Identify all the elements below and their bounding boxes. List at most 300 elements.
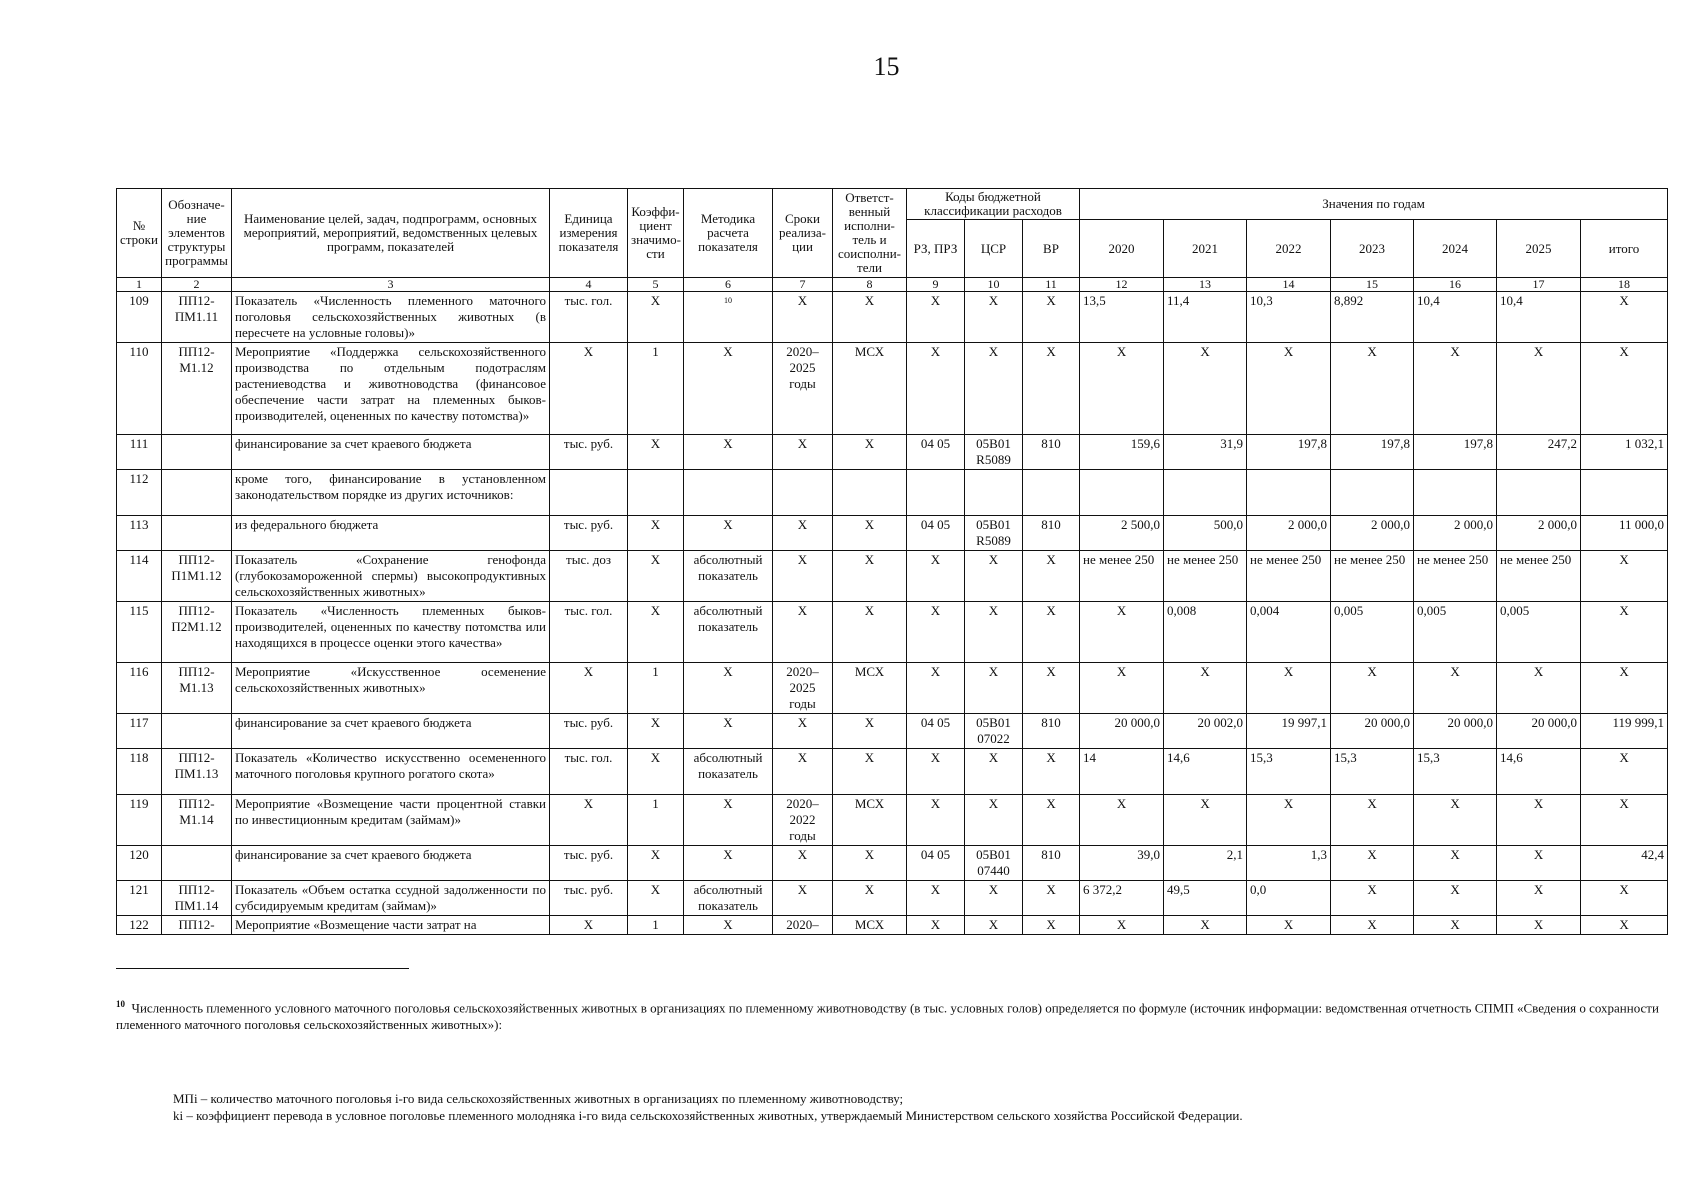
row-year-value: 10,4 [1414, 292, 1497, 343]
row-vr: Х [1023, 881, 1080, 916]
row-rz: Х [907, 881, 965, 916]
row-unit: Х [550, 663, 628, 714]
row-total: Х [1581, 551, 1668, 602]
header-year: 2025 [1497, 220, 1581, 278]
header-terms: Сроки реализа-ции [773, 189, 833, 278]
row-unit: тыс. руб. [550, 714, 628, 749]
row-year-value: 0,008 [1164, 602, 1247, 663]
footnote [116, 996, 1661, 1033]
row-unit: тыс. руб. [550, 516, 628, 551]
row-rz: Х [907, 292, 965, 343]
row-year-value: 20 002,0 [1164, 714, 1247, 749]
row-year-value: 11,4 [1164, 292, 1247, 343]
row-year-value: Х [1247, 916, 1331, 935]
row-year-value: 39,0 [1080, 846, 1164, 881]
row-number: 122 [117, 916, 162, 935]
row-year-value: 0,0 [1247, 881, 1331, 916]
row-designation [162, 714, 232, 749]
table-row [117, 916, 1668, 935]
header-executor: Ответст-венный исполни-тель и соисполни-тели [833, 189, 907, 278]
row-method: абсолютный показатель [684, 602, 773, 663]
row-vr: Х [1023, 343, 1080, 435]
header-name: Наименование целей, задач, подпрограмм, основных мероприятий, мероприятий, ведомственных целевых программ, показателей [232, 189, 550, 278]
row-unit: Х [550, 916, 628, 935]
row-csr: 05В01 07440 [965, 846, 1023, 881]
row-year-value: 49,5 [1164, 881, 1247, 916]
row-total: Х [1581, 795, 1668, 846]
row-csr: Х [965, 795, 1023, 846]
row-year-value: Х [1414, 343, 1497, 435]
row-terms: Х [773, 714, 833, 749]
row-year-value: 20 000,0 [1414, 714, 1497, 749]
row-total: Х [1581, 343, 1668, 435]
row-year-value: Х [1414, 916, 1497, 935]
column-number: 15 [1331, 278, 1414, 292]
row-number: 112 [117, 470, 162, 516]
row-year-value: 0,005 [1414, 602, 1497, 663]
row-designation [162, 516, 232, 551]
row-unit: Х [550, 795, 628, 846]
column-number: 12 [1080, 278, 1164, 292]
row-method: абсолютный показатель [684, 551, 773, 602]
row-coefficient: 1 [628, 663, 684, 714]
row-executor: Х [833, 749, 907, 795]
row-executor: Х [833, 602, 907, 663]
row-vr: Х [1023, 795, 1080, 846]
row-year-value: 500,0 [1164, 516, 1247, 551]
header-row-no: № строки [117, 189, 162, 278]
table-row [117, 714, 1668, 749]
row-rz: 04 05 [907, 846, 965, 881]
row-year-value: Х [1331, 663, 1414, 714]
row-csr [965, 470, 1023, 516]
header-total: итого [1581, 220, 1668, 278]
row-number: 109 [117, 292, 162, 343]
header-unit: Единица измерения показателя [550, 189, 628, 278]
row-coefficient: 1 [628, 343, 684, 435]
row-year-value [1247, 470, 1331, 516]
row-method: абсолютный показатель [684, 881, 773, 916]
row-year-value: не менее 250 [1331, 551, 1414, 602]
row-year-value: 20 000,0 [1497, 714, 1581, 749]
row-name: финансирование за счет краевого бюджета [232, 846, 550, 881]
row-vr: 810 [1023, 516, 1080, 551]
row-number: 119 [117, 795, 162, 846]
column-number: 6 [684, 278, 773, 292]
row-vr: Х [1023, 916, 1080, 935]
row-year-value: 14 [1080, 749, 1164, 795]
row-year-value: Х [1080, 916, 1164, 935]
row-year-value: не менее 250 [1164, 551, 1247, 602]
row-name: Мероприятие «Поддержка сельскохозяйственного производства по отдельным подотраслям растениеводства и животноводства (финансовое обеспечение части затрат на племенных быков-производителей, оцененных по качеству потомства)» [232, 343, 550, 435]
footnote-divider [116, 968, 409, 969]
row-method: абсолютный показатель [684, 749, 773, 795]
row-vr: Х [1023, 292, 1080, 343]
row-year-value: Х [1414, 846, 1497, 881]
row-vr [1023, 470, 1080, 516]
row-year-value: 2 000,0 [1247, 516, 1331, 551]
header-coefficient: Коэффи-циент значимо-сти [628, 189, 684, 278]
row-terms: Х [773, 516, 833, 551]
row-executor: МСХ [833, 663, 907, 714]
table-row [117, 551, 1668, 602]
row-year-value: 0,005 [1497, 602, 1581, 663]
row-terms: 2020–2022 годы [773, 795, 833, 846]
row-number: 115 [117, 602, 162, 663]
row-rz: Х [907, 343, 965, 435]
footnote-reference: 10 [724, 296, 732, 305]
row-method: Х [684, 916, 773, 935]
table-row [117, 435, 1668, 470]
row-year-value: 15,3 [1331, 749, 1414, 795]
row-method: Х [684, 663, 773, 714]
row-year-value: Х [1414, 663, 1497, 714]
row-unit [550, 470, 628, 516]
header-rz: РЗ, ПРЗ [907, 220, 965, 278]
row-total: Х [1581, 881, 1668, 916]
row-terms [773, 470, 833, 516]
column-number: 18 [1581, 278, 1668, 292]
row-rz: Х [907, 916, 965, 935]
row-year-value: не менее 250 [1080, 551, 1164, 602]
row-coefficient: Х [628, 435, 684, 470]
definition-mpi: МПi – количество маточного поголовья i-го вида сельскохозяйственных животных в организациях по племенному животноводству; [173, 1091, 904, 1106]
row-terms: Х [773, 292, 833, 343]
row-method: Х [684, 343, 773, 435]
row-method: Х [684, 846, 773, 881]
row-coefficient: Х [628, 846, 684, 881]
row-year-value: Х [1164, 916, 1247, 935]
row-designation: ПП12-ПМ1.11 [162, 292, 232, 343]
row-year-value: Х [1080, 343, 1164, 435]
row-year-value: 2 000,0 [1331, 516, 1414, 551]
row-csr: Х [965, 343, 1023, 435]
row-csr: Х [965, 749, 1023, 795]
row-designation: ПП12- [162, 916, 232, 935]
row-terms: 2020–2025 годы [773, 343, 833, 435]
row-vr: Х [1023, 749, 1080, 795]
header-csr: ЦСР [965, 220, 1023, 278]
row-method [684, 470, 773, 516]
row-csr: Х [965, 551, 1023, 602]
row-year-value: 197,8 [1331, 435, 1414, 470]
header-year: 2020 [1080, 220, 1164, 278]
table-header [117, 189, 1668, 292]
table-row [117, 343, 1668, 435]
row-executor: Х [833, 516, 907, 551]
row-year-value: не менее 250 [1247, 551, 1331, 602]
row-year-value: Х [1164, 795, 1247, 846]
row-year-value: Х [1164, 663, 1247, 714]
row-name: финансирование за счет краевого бюджета [232, 435, 550, 470]
row-year-value: не менее 250 [1497, 551, 1581, 602]
row-total: 11 000,0 [1581, 516, 1668, 551]
row-rz: 04 05 [907, 435, 965, 470]
column-number: 9 [907, 278, 965, 292]
row-total: Х [1581, 749, 1668, 795]
page-number: 15 [873, 52, 900, 81]
row-year-value: Х [1497, 846, 1581, 881]
row-rz: 04 05 [907, 516, 965, 551]
header-year: 2022 [1247, 220, 1331, 278]
row-year-value: 20 000,0 [1331, 714, 1414, 749]
header-budget-codes: Коды бюджетной классификации расходов [907, 189, 1080, 220]
row-terms: Х [773, 435, 833, 470]
row-total: Х [1581, 663, 1668, 714]
table-row [117, 602, 1668, 663]
header-vr: ВР [1023, 220, 1080, 278]
row-year-value: Х [1414, 795, 1497, 846]
row-year-value: Х [1331, 881, 1414, 916]
column-number-row [117, 278, 1668, 292]
header-values-by-year: Значения по годам [1080, 189, 1668, 220]
row-unit: тыс. гол. [550, 292, 628, 343]
row-year-value: 14,6 [1497, 749, 1581, 795]
row-executor: Х [833, 292, 907, 343]
row-designation: ПП12-ПМ1.13 [162, 749, 232, 795]
row-csr: Х [965, 602, 1023, 663]
row-year-value: 31,9 [1164, 435, 1247, 470]
row-year-value: 197,8 [1247, 435, 1331, 470]
column-number: 11 [1023, 278, 1080, 292]
row-terms: Х [773, 881, 833, 916]
row-year-value: 2,1 [1164, 846, 1247, 881]
row-total: 119 999,1 [1581, 714, 1668, 749]
row-method [684, 292, 773, 343]
row-rz: Х [907, 551, 965, 602]
row-year-value: 19 997,1 [1247, 714, 1331, 749]
row-terms: Х [773, 846, 833, 881]
column-number: 5 [628, 278, 684, 292]
formula-definitions [173, 1090, 1653, 1124]
row-name: Показатель «Количество искусственно осемененного маточного поголовья крупного рогатого скота» [232, 749, 550, 795]
row-year-value [1497, 470, 1581, 516]
row-year-value: Х [1497, 663, 1581, 714]
row-unit: тыс. руб. [550, 435, 628, 470]
row-year-value: 0,005 [1331, 602, 1414, 663]
row-year-value: 15,3 [1414, 749, 1497, 795]
row-method: Х [684, 795, 773, 846]
table-row [117, 749, 1668, 795]
row-year-value: 247,2 [1497, 435, 1581, 470]
row-rz: Х [907, 663, 965, 714]
row-total: Х [1581, 292, 1668, 343]
row-year-value [1331, 470, 1414, 516]
row-year-value: Х [1164, 343, 1247, 435]
row-terms: Х [773, 602, 833, 663]
row-number: 118 [117, 749, 162, 795]
row-terms: Х [773, 749, 833, 795]
row-vr: 810 [1023, 846, 1080, 881]
row-csr: Х [965, 292, 1023, 343]
row-name: Показатель «Объем остатка ссудной задолженности по субсидируемым кредитам (займам)» [232, 881, 550, 916]
row-year-value [1414, 470, 1497, 516]
row-executor: Х [833, 435, 907, 470]
column-number: 16 [1414, 278, 1497, 292]
row-year-value [1080, 470, 1164, 516]
row-unit: тыс. гол. [550, 749, 628, 795]
row-rz [907, 470, 965, 516]
row-year-value: Х [1497, 916, 1581, 935]
row-year-value: 8,892 [1331, 292, 1414, 343]
header-year: 2021 [1164, 220, 1247, 278]
row-year-value: Х [1080, 795, 1164, 846]
row-name: Мероприятие «Возмещение части процентной ставки по инвестиционным кредитам (займам)» [232, 795, 550, 846]
row-vr: Х [1023, 663, 1080, 714]
row-coefficient: Х [628, 714, 684, 749]
row-designation: ПП12-П2М1.12 [162, 602, 232, 663]
row-name: финансирование за счет краевого бюджета [232, 714, 550, 749]
column-number: 1 [117, 278, 162, 292]
row-designation: ПП12-ПМ1.14 [162, 881, 232, 916]
row-year-value: 2 500,0 [1080, 516, 1164, 551]
row-unit: Х [550, 343, 628, 435]
row-designation: ПП12-П1М1.12 [162, 551, 232, 602]
row-csr: 05В01 R5089 [965, 516, 1023, 551]
row-vr: Х [1023, 602, 1080, 663]
row-rz: 04 05 [907, 714, 965, 749]
row-csr: Х [965, 663, 1023, 714]
row-number: 113 [117, 516, 162, 551]
row-coefficient: Х [628, 292, 684, 343]
row-unit: тыс. доз [550, 551, 628, 602]
row-year-value: Х [1497, 795, 1581, 846]
column-number: 8 [833, 278, 907, 292]
row-method: Х [684, 714, 773, 749]
table-row [117, 516, 1668, 551]
row-executor: Х [833, 846, 907, 881]
row-year-value: 2 000,0 [1497, 516, 1581, 551]
row-coefficient [628, 470, 684, 516]
program-indicators-table [116, 188, 1668, 935]
row-year-value: 1,3 [1247, 846, 1331, 881]
row-year-value: 15,3 [1247, 749, 1331, 795]
column-number: 17 [1497, 278, 1581, 292]
row-csr: Х [965, 881, 1023, 916]
row-year-value: 10,4 [1497, 292, 1581, 343]
row-name: Показатель «Численность племенных быков-производителей, оцененных по качеству потомства или находящихся в процессе оценки этого качества» [232, 602, 550, 663]
column-number: 2 [162, 278, 232, 292]
row-year-value [1164, 470, 1247, 516]
row-designation: ПП12-М1.13 [162, 663, 232, 714]
table-row [117, 795, 1668, 846]
row-name: кроме того, финансирование в установленном законодательством порядке из других источников: [232, 470, 550, 516]
row-designation [162, 435, 232, 470]
row-year-value: 197,8 [1414, 435, 1497, 470]
definition-ki: ki – коэффициент перевода в условное поголовье племенного молодняка i-го вида сельскохозяйственных животных, утверждаемый Министерством сельского хозяйства Российской Федерации. [173, 1108, 1243, 1123]
column-number: 14 [1247, 278, 1331, 292]
column-number: 3 [232, 278, 550, 292]
header-year: 2024 [1414, 220, 1497, 278]
row-csr: 05В01 R5089 [965, 435, 1023, 470]
row-name: Мероприятие «Искусственное осеменение сельскохозяйственных животных» [232, 663, 550, 714]
row-year-value: Х [1497, 343, 1581, 435]
row-year-value: 0,004 [1247, 602, 1331, 663]
row-designation [162, 846, 232, 881]
row-rz: Х [907, 795, 965, 846]
row-coefficient: Х [628, 551, 684, 602]
row-number: 120 [117, 846, 162, 881]
row-year-value: Х [1414, 881, 1497, 916]
row-name: Показатель «Численность племенного маточного поголовья сельскохозяйственных животных (в пересчете на условные головы)» [232, 292, 550, 343]
row-year-value: Х [1247, 795, 1331, 846]
row-method: Х [684, 435, 773, 470]
row-year-value: 2 000,0 [1414, 516, 1497, 551]
row-year-value: 14,6 [1164, 749, 1247, 795]
row-year-value: Х [1247, 663, 1331, 714]
row-number: 116 [117, 663, 162, 714]
row-total: 1 032,1 [1581, 435, 1668, 470]
row-unit: тыс. руб. [550, 846, 628, 881]
row-coefficient: Х [628, 749, 684, 795]
row-year-value: 6 372,2 [1080, 881, 1164, 916]
row-number: 114 [117, 551, 162, 602]
row-executor: Х [833, 881, 907, 916]
row-executor: Х [833, 714, 907, 749]
row-number: 110 [117, 343, 162, 435]
row-year-value: Х [1331, 343, 1414, 435]
row-name: Мероприятие «Возмещение части затрат на [232, 916, 550, 935]
row-executor: МСХ [833, 343, 907, 435]
row-coefficient: Х [628, 602, 684, 663]
row-vr: 810 [1023, 435, 1080, 470]
row-total: Х [1581, 916, 1668, 935]
row-designation: ПП12-М1.14 [162, 795, 232, 846]
table-body [117, 292, 1668, 935]
row-year-value: 159,6 [1080, 435, 1164, 470]
footnote-marker: 10 [116, 999, 125, 1009]
row-coefficient: 1 [628, 795, 684, 846]
header-method: Методика расчета показателя [684, 189, 773, 278]
row-executor [833, 470, 907, 516]
row-year-value: Х [1331, 916, 1414, 935]
row-total: 42,4 [1581, 846, 1668, 881]
row-executor: Х [833, 551, 907, 602]
table-row [117, 663, 1668, 714]
row-year-value: не менее 250 [1414, 551, 1497, 602]
header-year: 2023 [1331, 220, 1414, 278]
row-number: 121 [117, 881, 162, 916]
row-terms: Х [773, 551, 833, 602]
row-designation [162, 470, 232, 516]
header-designation: Обозначе-ние элементов структуры программы [162, 189, 232, 278]
row-csr: Х [965, 916, 1023, 935]
row-coefficient: Х [628, 516, 684, 551]
row-vr: 810 [1023, 714, 1080, 749]
table-row [117, 470, 1668, 516]
row-rz: Х [907, 749, 965, 795]
footnote-text: Численность племенного условного маточного поголовья сельскохозяйственных животных в организациях по племенному животноводству (в тыс. условных голов) определяется по формуле (источник информации: ведомственная отчетность СПМП «Сведения о сохранности племенного маточного поголовья сельскохозяйственных животных»): [116, 1000, 1659, 1033]
row-csr: 05В01 07022 [965, 714, 1023, 749]
row-terms: 2020–2025 годы [773, 663, 833, 714]
column-number: 7 [773, 278, 833, 292]
row-year-value: Х [1247, 343, 1331, 435]
row-executor: МСХ [833, 795, 907, 846]
row-designation: ПП12-М1.12 [162, 343, 232, 435]
row-year-value: Х [1080, 663, 1164, 714]
column-number: 4 [550, 278, 628, 292]
row-vr: Х [1023, 551, 1080, 602]
row-year-value: Х [1331, 846, 1414, 881]
row-name: Показатель «Сохранение генофонда (глубокозамороженной спермы) высокопродуктивных сельскохозяйственных животных» [232, 551, 550, 602]
row-executor: МСХ [833, 916, 907, 935]
row-coefficient: 1 [628, 916, 684, 935]
row-number: 117 [117, 714, 162, 749]
row-year-value: 10,3 [1247, 292, 1331, 343]
column-number: 13 [1164, 278, 1247, 292]
row-number: 111 [117, 435, 162, 470]
row-rz: Х [907, 602, 965, 663]
